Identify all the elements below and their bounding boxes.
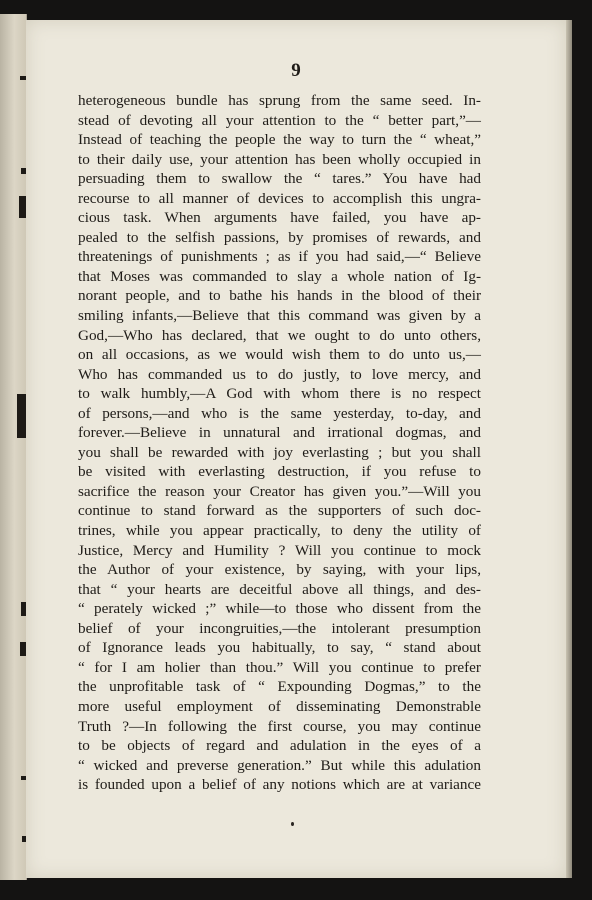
text-line: threatenings of punishments ; as if you had said,—“ Believe	[78, 248, 481, 266]
text-line: Justice, Mercy and Humility ? Will you continue to mock	[78, 541, 481, 559]
text-line: Who has commanded us to do justly, to love mercy, and	[78, 365, 481, 383]
text-line: heterogeneous bundle has sprung from the same seed. In-	[78, 92, 481, 109]
text-line: to be objects of regard and adulation in the eyes of a	[78, 737, 481, 755]
text-line: to walk humbly,—A God with whom there is no respect	[78, 385, 481, 403]
text-line: “ for I am holier than thou.” Will you continue to prefer	[78, 658, 481, 676]
text-line: you shall be rewarded with joy everlasting ; but you shall	[78, 443, 481, 461]
text-line: to their daily use, your attention has been wholly occupied in	[78, 150, 481, 168]
text-line: continue to stand forward as the supporters of such doc-	[78, 502, 481, 520]
text-line: stead of devoting all your attention to the “ better part,”—	[78, 111, 481, 129]
text-line: Instead of teaching the people the way to turn the “ wheat,”	[78, 131, 481, 149]
text-line: recourse to all manner of devices to accomplish this ungra-	[78, 189, 481, 207]
text-line: belief of your incongruities,—the intolerant presumption	[78, 619, 481, 637]
text-line: that “ your hearts are deceitful above all things, and des-	[78, 580, 481, 598]
text-line: on all occasions, as we would wish them to do unto us,—	[78, 346, 481, 364]
text-line: trines, while you appear practically, to deny the utility of	[78, 522, 481, 540]
text-line: cious task. When arguments have failed, you have ap-	[78, 209, 481, 227]
text-line: of persons,—and who is the same yesterday, to-day, and	[78, 404, 481, 422]
text-line: smiling infants,—Believe that this command was given by a	[78, 307, 481, 325]
text-line: Truth ?—In following the first course, you may continue	[78, 717, 481, 735]
text-line: sacrifice the reason your Creator has given you.”—Will you	[78, 482, 481, 500]
text-line: more useful employment of disseminating Demonstrable	[78, 697, 481, 715]
text-line: the Author of your existence, by saying, with your lips,	[78, 561, 481, 579]
text-line: be visited with everlasting destruction, if you refuse to	[78, 463, 481, 481]
binding-spine	[0, 14, 27, 880]
text-line: God,—Who has declared, that we ought to do unto others,	[78, 326, 481, 344]
text-line: that Moses was commanded to slay a whole nation of Ig-	[78, 267, 481, 285]
text-line: of Ignorance leads you habitually, to say, “ stand about	[78, 639, 481, 657]
text-line: forever.—Believe in unnatural and irrational dogmas, and	[78, 424, 481, 442]
text-line: persuading them to swallow the “ tares.” You have had	[78, 170, 481, 188]
page-number: 9	[291, 60, 301, 81]
body-text	[78, 91, 481, 795]
text-line: “ wicked and preverse generation.” But while this adulation	[78, 756, 481, 774]
text-line: pealed to the selfish passions, by promises of rewards, and	[78, 228, 481, 246]
page-edge	[566, 20, 572, 878]
text-line: norant people, and to bathe his hands in the blood of their	[78, 287, 481, 305]
ink-dot	[291, 822, 294, 826]
text-line: “ perately wicked ;” while—to those who dissent from the	[78, 600, 481, 618]
text-line: is founded upon a belief of any notions which are at variance	[78, 776, 481, 794]
text-line: the unprofitable task of “ Expounding Dogmas,” to the	[78, 678, 481, 696]
